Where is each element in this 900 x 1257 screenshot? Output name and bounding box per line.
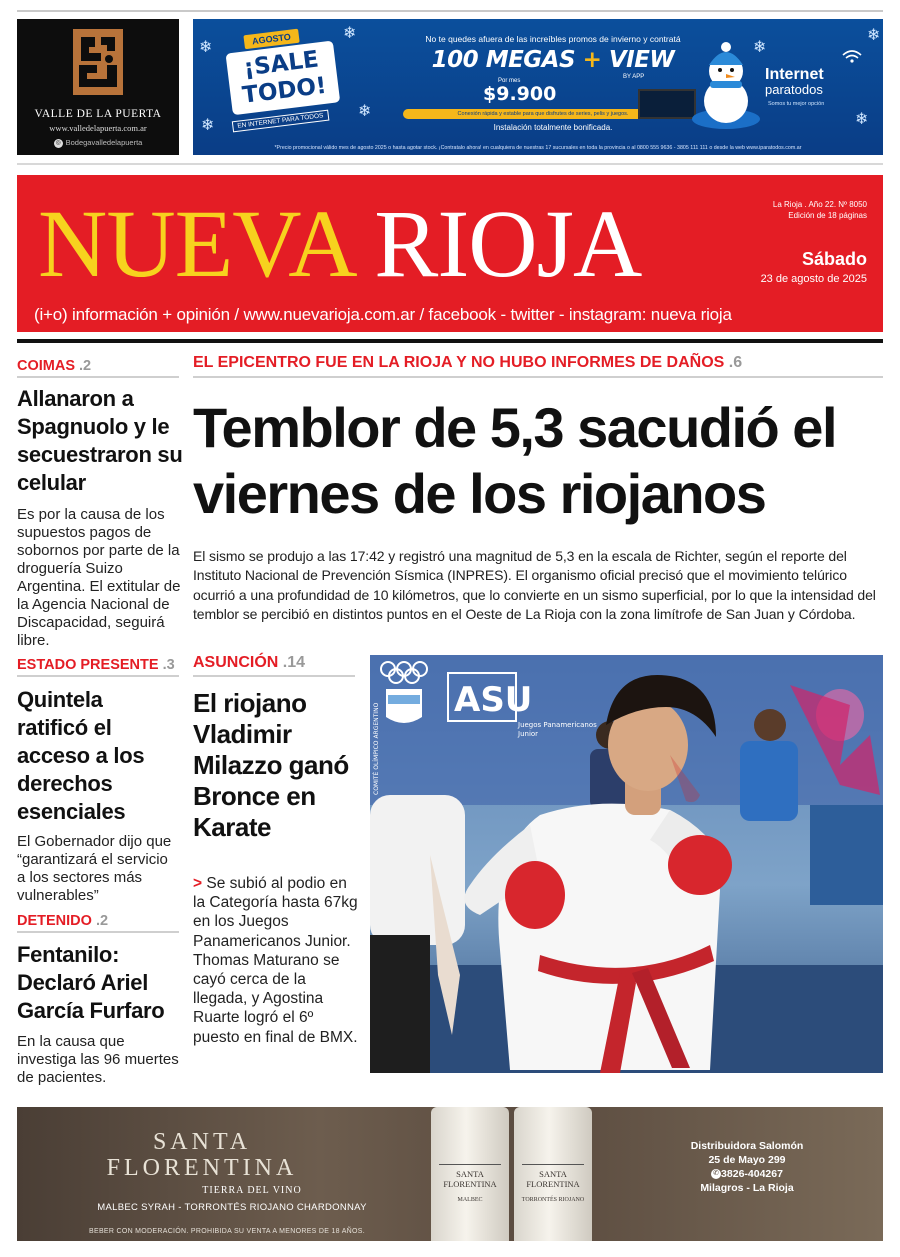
wine-legal: BEBER CON MODERACIÓN. PROHIBIDA SU VENTA A MENORES DE 18 AÑOS. [89, 1228, 365, 1235]
sale-line2: TODO! [240, 72, 328, 109]
bottle-label-line2: FLORENTINA [526, 1179, 580, 1189]
wine-brand-line1: SANTA [152, 1129, 252, 1155]
main-body: El sismo se produjo a las 17:42 y registró una magnitud de 5,3 en la escala de Richter, según el reporte del Instituto Nacional de Prevención Sísmica (INPRES). El organismo oficial precisó que el movimiento telúrico ocurrió a una profundidad de 10 kilómetros, que lo convierte en un sismo superficial, por lo que la intensidad del temblor se percibió en distintos puntos en el Oeste de La Rioja con la zona limítrofe de San Juan y Córdoba. [193, 548, 876, 622]
brand-line1: Internet [765, 66, 824, 83]
bottle-label-line1: SANTA [456, 1169, 484, 1179]
kicker-label: COIMAS [17, 358, 75, 374]
internet-brand-sub: Somos tu mejor opción [768, 101, 825, 107]
kicker-rule [193, 675, 355, 677]
snowflake-icon: ❄ [343, 25, 357, 42]
main-headline[interactable]: Temblor de 5,3 sacudió el viernes de los riojanos [193, 396, 837, 525]
edition-line1: La Rioja . Año 22. Nº 8050 [772, 200, 867, 209]
sale-title [225, 41, 340, 116]
headline-quintela[interactable]: Quintela ratificó el acceso a los derechos esenciales [17, 687, 145, 824]
logo-word-rioja: RIOJA [374, 190, 642, 297]
valle-social-handle: Bodegavalledelapuerta [65, 138, 143, 147]
sale-sub: EN INTERNET PARA TODOS [232, 110, 329, 133]
top-rule [17, 10, 883, 12]
wine-bottle-torrontes [514, 1107, 592, 1241]
sport-headline[interactable]: El riojano Vladimir Milazzo ganó Bronce en Karate [193, 688, 349, 842]
promo-bar: Conexión rápida y estable para que disfrutes de series, pelis y juegos. [403, 109, 683, 119]
snowflake-icon: ❄ [358, 103, 372, 120]
masthead [17, 175, 883, 332]
wine-distributor [647, 1139, 847, 1195]
snowflake-icon: ❄ [855, 111, 869, 128]
kicker-estado-presente[interactable] [17, 657, 175, 673]
internet-paratodos-ad[interactable] [193, 19, 883, 155]
karate-photo[interactable] [370, 655, 883, 1073]
sport-body [193, 874, 363, 1047]
valle-name: VALLE DE LA PUERTA [34, 108, 162, 120]
page-ref: .6 [728, 354, 743, 371]
promo-plus: + [582, 47, 602, 73]
page-ref: .2 [79, 358, 92, 374]
kicker-coimas[interactable] [17, 358, 91, 374]
dist-address: 25 de Mayo 299 [708, 1154, 786, 1166]
valle-social[interactable] [17, 138, 179, 148]
karate-athlete-image [370, 655, 883, 1073]
valle-de-la-puerta-ad[interactable] [17, 19, 179, 155]
brand-line2: paratodos [765, 82, 823, 97]
masthead-tagline[interactable]: (i+o) información + opinión / www.nuevarioja.com.ar / facebook - twitter - instagram: nueva rioja [34, 305, 732, 324]
edition-info [773, 199, 867, 221]
santa-florentina-ad[interactable] [17, 1107, 883, 1241]
edition-line2: Edición de 18 páginas [788, 211, 867, 220]
kicker-asuncion[interactable] [193, 654, 305, 672]
kicker-epicentro[interactable] [193, 354, 742, 372]
event-logo-sub2: Junior [518, 730, 539, 738]
bottle-label-line1: SANTA [539, 1169, 567, 1179]
page-ref: .2 [95, 913, 109, 929]
snowman-icon [678, 41, 773, 136]
snowflake-icon: ❄ [199, 39, 213, 56]
masthead-bottom-rule [17, 339, 883, 343]
kicker-label: EL EPICENTRO FUE EN LA RIOJA Y NO HUBO INFORMES DE DAÑOS [193, 354, 725, 371]
logo-word-nueva: NUEVA [38, 190, 352, 297]
wine-brand-line2: FLORENTINA [106, 1155, 298, 1181]
ad-disclaimer: *Precio promocional válido mes de agosto 2025 o hasta agotar stock. ¡Contratalo ahora! en cualquiera de nuestras 17 sucursales en toda la provincia o al 0800 555 9636 - 3805 111 111 o desde la web www.iparatodos.com.ar [274, 145, 802, 151]
promo-install: Instalación totalmente bonificada. [493, 123, 613, 132]
kicker-rule [17, 376, 179, 378]
snowflake-icon: ❄ [201, 117, 215, 134]
sale-line1: ¡SALE [242, 46, 321, 82]
kicker-label: DETENIDO [17, 913, 92, 929]
internet-brand [765, 67, 824, 97]
wine-bottle-malbec [431, 1107, 509, 1241]
edition-date: 23 de agosto de 2025 [760, 273, 867, 285]
headline-spagnuolo[interactable]: Allanaron a Spagnuolo y le secuestraron su celular [17, 386, 183, 495]
wine-tierra: TIERRA DEL VINO [202, 1185, 302, 1196]
promo-by-app: BY APP [623, 74, 645, 80]
dist-city: Milagros - La Rioja [700, 1182, 794, 1194]
page-ref: .3 [162, 657, 175, 673]
valle-logo-icon [73, 29, 123, 95]
body-fentanilo: En la causa que investiga las 96 muertes de pacientes. [17, 1033, 179, 1086]
body-quintela: El Gobernador dijo que “garantizará el servicio a los sectores más vulnerables” [17, 833, 172, 904]
bottle-label-line2: FLORENTINA [443, 1179, 497, 1189]
promo-price: $9.900 [483, 83, 557, 105]
kicker-label: ASUNCIÓN [193, 654, 279, 671]
comite-vertical-text: COMITÉ OLÍMPICO ARGENTINO [373, 702, 380, 795]
kicker-label: ESTADO PRESENTE [17, 657, 159, 673]
edition-day: Sábado [801, 249, 867, 269]
promo-por-mes: Por mes [498, 78, 521, 84]
dist-name: Distribuidora Salomón [690, 1140, 804, 1152]
newspaper-logo[interactable] [38, 189, 641, 299]
arrow-icon: > [193, 875, 203, 892]
bottle-skyline-icon [439, 1147, 501, 1165]
bottle-variety: MALBEC [457, 1197, 483, 1203]
kicker-detenido[interactable] [17, 913, 108, 929]
event-logo-text: ASU [454, 680, 533, 720]
dist-phone[interactable] [647, 1167, 847, 1181]
sale-agosto: AGOSTO [243, 29, 299, 50]
bottle-skyline-icon [522, 1147, 584, 1165]
dist-phone-number: 3826-404267 [721, 1168, 783, 1180]
promo-megas-text: 100 MEGAS [431, 47, 576, 73]
kicker-rule [193, 376, 883, 378]
snowflake-icon: ❄ [753, 39, 767, 56]
promo-top-text: No te quedes afuera de las increíbles promos de invierno y contratá [425, 34, 681, 44]
valle-web[interactable]: www.valledelapuerta.com.ar [49, 123, 147, 133]
whatsapp-icon: ✆ [711, 1169, 721, 1179]
wine-brand [87, 1129, 317, 1181]
instagram-icon: ◎ [55, 139, 61, 146]
sale-badge [217, 22, 346, 136]
sport-body-text: Se subió al podio en la Categoría hasta 67kg en los Juegos Panamericanos Junior. Thomas Maturano se cayó cerca de la llegada, y Agostina Ruarte logró el 6º puesto en final de BMX. [193, 875, 358, 1046]
bottle-variety: TORRONTÉS RIOJANO [521, 1197, 585, 1203]
headline-fentanilo[interactable]: Fentanilo: Declaró Ariel García Furfaro [17, 942, 165, 1023]
snowflake-icon: ❄ [867, 27, 881, 44]
promo-view: VIEW [608, 47, 675, 73]
bottle-label [520, 1169, 586, 1205]
kicker-rule [17, 931, 179, 933]
wine-varietals: MALBEC SYRAH - TORRONTÉS RIOJANO CHARDONNAY [97, 1202, 367, 1213]
body-spagnuolo: Es por la causa de los supuestos pagos de sobornos por parte de la droguería Suizo Argentina. El extitular de la Agencia Nacional de Discapacidad, seguirá libre. [17, 506, 181, 649]
event-logo-sub1: Juegos Panamericanos [518, 721, 597, 729]
wifi-icon [841, 49, 863, 63]
bottle-label [437, 1169, 503, 1205]
kicker-rule [17, 675, 179, 677]
page-ref: .14 [282, 654, 306, 671]
separator [17, 163, 883, 165]
